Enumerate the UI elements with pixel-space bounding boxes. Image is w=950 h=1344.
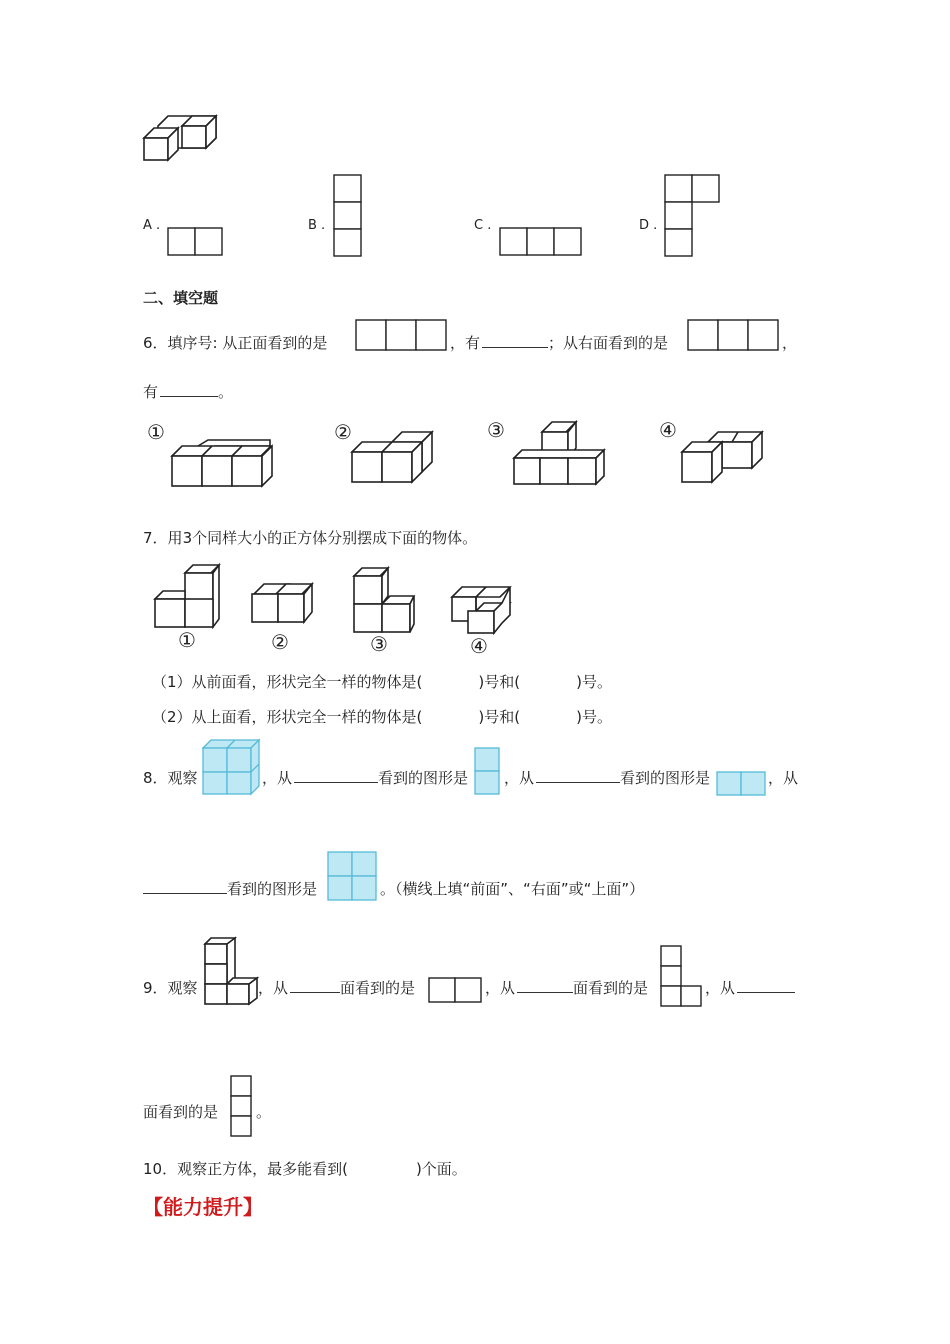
- q9-line1-d: ，从 面看到的是: [485, 979, 649, 997]
- option-d-label: D .: [639, 218, 658, 233]
- option-b-label: B .: [308, 218, 326, 233]
- q7-prompt: 7．用3个同样大小的正方体分别摆成下面的物体。: [143, 529, 478, 547]
- q6-label-1: ①: [147, 420, 165, 444]
- q9-line1-a: 9．观察: [143, 979, 198, 997]
- q7-figure-1: [155, 565, 225, 629]
- q6-label-3: ③: [487, 418, 505, 442]
- q6-line2: 有 。: [143, 383, 234, 401]
- q8-line2: 看到的图形是: [143, 879, 317, 899]
- section-title: 二、填空题: [143, 289, 219, 307]
- q9-blank-3[interactable]: [737, 978, 795, 993]
- q8-line1-a: 8．观察: [143, 769, 198, 787]
- option-a-figure: [168, 228, 224, 256]
- q6-blank-1[interactable]: [482, 333, 548, 348]
- q9-blank-1[interactable]: [290, 978, 340, 993]
- q9-line2: 面看到的是: [143, 1103, 219, 1121]
- q9-blank-2[interactable]: [517, 978, 573, 993]
- q6-blank-2[interactable]: [160, 382, 218, 397]
- q7-sub-2: （2）从上面看，形状完全一样的物体是( )号和( )号。: [152, 708, 612, 726]
- q6-label-4: ④: [659, 418, 677, 442]
- q8-blue-cube-figure: [201, 738, 261, 798]
- q7-label-2: ②: [271, 630, 289, 654]
- q8-blank-2[interactable]: [536, 768, 620, 783]
- q8-line1-d: ，从 看到的图形是: [504, 769, 711, 787]
- q7-figure-4: [450, 585, 516, 635]
- q10-line: 10．观察正方体，最多能看到( )个面。: [143, 1160, 467, 1178]
- q6-label-2: ②: [334, 420, 352, 444]
- q9-line1-b: ，从 面看到的是: [258, 979, 416, 997]
- q8-view-1-figure: [474, 747, 502, 797]
- q7-label-1: ①: [178, 628, 196, 652]
- q8-line1-b: ，从 看到的图形是: [262, 769, 469, 787]
- q6-line1: 6．填序号: 从正面看到的是: [143, 334, 328, 352]
- option-a-label: A .: [143, 218, 161, 233]
- q6-figure-4: [682, 432, 772, 488]
- q6-front-view-figure: [356, 320, 448, 352]
- q6-figure-1: [172, 440, 282, 492]
- q6-figure-2: [352, 432, 442, 488]
- q9-line1-f: ，从: [705, 978, 795, 998]
- q7-label-4: ④: [470, 634, 488, 658]
- q7-figure-3: [352, 568, 418, 634]
- q9-line2-end: 。: [256, 1103, 272, 1121]
- q6-line1-d: ，: [782, 334, 798, 352]
- option-c-label: C .: [474, 218, 492, 233]
- option-c-figure: [500, 228, 584, 256]
- q9-view-3-figure: [230, 1075, 254, 1139]
- q5-cube-figure: [140, 112, 220, 164]
- q6-line1-b: ，有 ；从右面看到的是: [450, 334, 669, 352]
- q8-line1-f: ，从: [768, 769, 799, 787]
- q7-label-3: ③: [370, 632, 388, 656]
- q8-view-3-figure: [327, 851, 377, 901]
- option-b-figure: [334, 175, 362, 257]
- q6-figure-3: [514, 422, 610, 488]
- q8-line2-end: 。（横线上填“前面”、“右面”或“上面”）: [380, 880, 645, 898]
- q9-view-1-figure: [428, 977, 484, 1005]
- q6-right-view-figure: [688, 320, 780, 352]
- q9-cube-figure: [203, 938, 259, 1008]
- q9-view-2-figure: [660, 945, 704, 1007]
- ability-section-title: 【能力提升】: [143, 1195, 263, 1219]
- q7-figure-2: [250, 582, 316, 630]
- q8-blank-1[interactable]: [294, 768, 378, 783]
- q8-view-2-figure: [716, 771, 766, 797]
- q7-sub-1: （1）从前面看，形状完全一样的物体是( )号和( )号。: [152, 673, 612, 691]
- q8-blank-3[interactable]: [143, 879, 227, 894]
- option-d-figure: [665, 175, 721, 257]
